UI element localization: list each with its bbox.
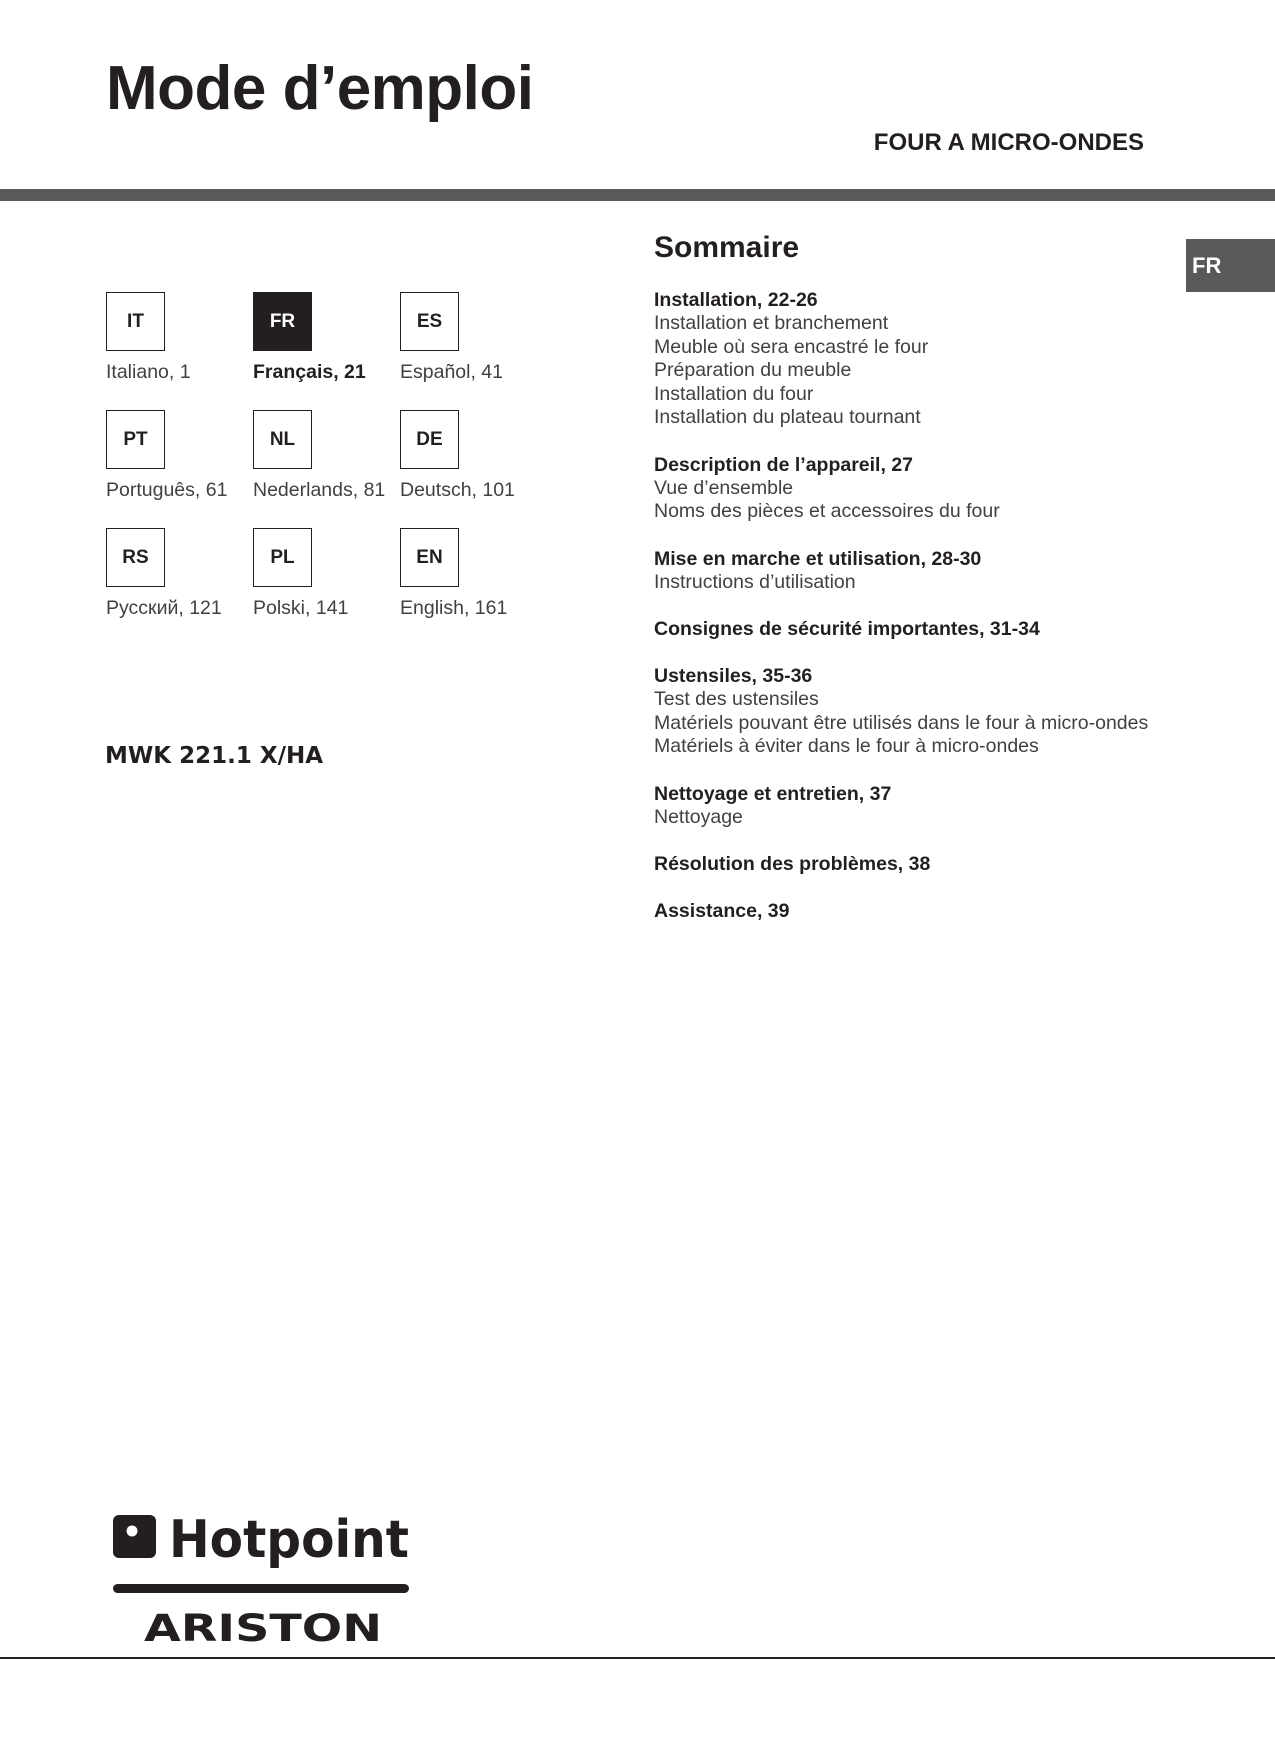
brand-divider <box>113 1584 409 1593</box>
toc-item: Matériels à éviter dans le four à micro-ondes <box>654 735 1039 757</box>
toc-section <box>654 617 1174 641</box>
header-divider <box>0 189 1275 201</box>
language-label: English, 161 <box>400 597 508 619</box>
toc-section-heading: Assistance, 39 <box>654 900 790 922</box>
language-code-box: PT <box>106 410 165 469</box>
language-item-it[interactable] <box>106 292 253 410</box>
brand-sub: ARISTON <box>144 1607 382 1645</box>
language-label: Español, 41 <box>400 361 503 383</box>
toc-section-heading: Ustensiles, 35-36 <box>654 665 813 687</box>
language-label: Nederlands, 81 <box>253 479 386 501</box>
language-code-box: FR <box>253 292 312 351</box>
hotpoint-ariston-logo <box>112 1513 410 1645</box>
toc-section-heading: Résolution des problèmes, 38 <box>654 853 931 875</box>
language-item-rs[interactable] <box>106 528 253 646</box>
toc-section-heading: Mise en marche et utilisation, 28-30 <box>654 547 982 570</box>
language-label: Polski, 141 <box>253 597 349 619</box>
toc-section <box>654 547 1174 595</box>
language-item-en[interactable] <box>400 528 547 646</box>
language-item-pl[interactable] <box>253 528 400 646</box>
language-code-box: IT <box>106 292 165 351</box>
toc-item: Installation du four <box>654 382 814 405</box>
brand-name: Hotpoint <box>169 1513 409 1570</box>
language-item-de[interactable] <box>400 410 547 528</box>
language-label: Français, 21 <box>253 361 366 383</box>
language-item-nl[interactable] <box>253 410 400 528</box>
toc-item: Vue d’ensemble <box>654 476 794 499</box>
language-index <box>106 292 547 646</box>
toc-section <box>654 782 1174 830</box>
toc-item: Instructions d’utilisation <box>654 570 856 593</box>
language-code-box: ES <box>400 292 459 351</box>
language-item-es[interactable] <box>400 292 547 410</box>
toc-item: Meuble où sera encastré le four <box>654 335 929 358</box>
language-tab: FR <box>1186 239 1275 292</box>
toc-section-heading: Nettoyage et entretien, 37 <box>654 782 892 805</box>
toc-item: Matériels pouvant être utilisés dans le four à micro-ondes <box>654 711 1149 734</box>
toc-sections <box>654 288 1174 923</box>
language-code-box: EN <box>400 528 459 587</box>
toc-section <box>654 852 1174 876</box>
toc-item: Préparation du meuble <box>654 359 852 381</box>
page-title: Mode d’emploi <box>106 54 534 123</box>
toc-section-heading: Installation, 22-26 <box>654 289 818 311</box>
toc-item: Installation du plateau tournant <box>654 406 921 428</box>
toc-section-heading: Description de l’appareil, 27 <box>654 453 914 476</box>
language-code-box: DE <box>400 410 459 469</box>
toc-item: Noms des pièces et accessoires du four <box>654 500 1000 522</box>
language-item-pt[interactable] <box>106 410 253 528</box>
language-label: Русский, 121 <box>106 597 222 619</box>
toc-section <box>654 453 1174 524</box>
toc-item: Test des ustensiles <box>654 688 819 710</box>
toc-section <box>654 899 1174 923</box>
language-code-box: PL <box>253 528 312 587</box>
toc-title: Sommaire <box>654 231 800 264</box>
hotpoint-logo-mark <box>113 1515 156 1558</box>
toc-item: Installation et branchement <box>654 312 889 334</box>
language-item-fr[interactable] <box>253 292 400 410</box>
model-number: MWK 221.1 X/HA <box>105 743 324 769</box>
toc-section <box>654 288 1174 430</box>
language-label: Italiano, 1 <box>106 361 191 383</box>
toc-section <box>654 664 1174 759</box>
toc-section-heading: Consignes de sécurité importantes, 31-34 <box>654 618 1040 640</box>
language-label: Deutsch, 101 <box>400 479 515 501</box>
product-type: FOUR A MICRO-ONDES <box>873 129 1144 156</box>
language-code-box: NL <box>253 410 312 469</box>
language-code-box: RS <box>106 528 165 587</box>
table-of-contents <box>654 231 1174 946</box>
language-label: Português, 61 <box>106 479 228 501</box>
footer-divider <box>0 1657 1275 1659</box>
toc-item: Nettoyage <box>654 805 743 828</box>
